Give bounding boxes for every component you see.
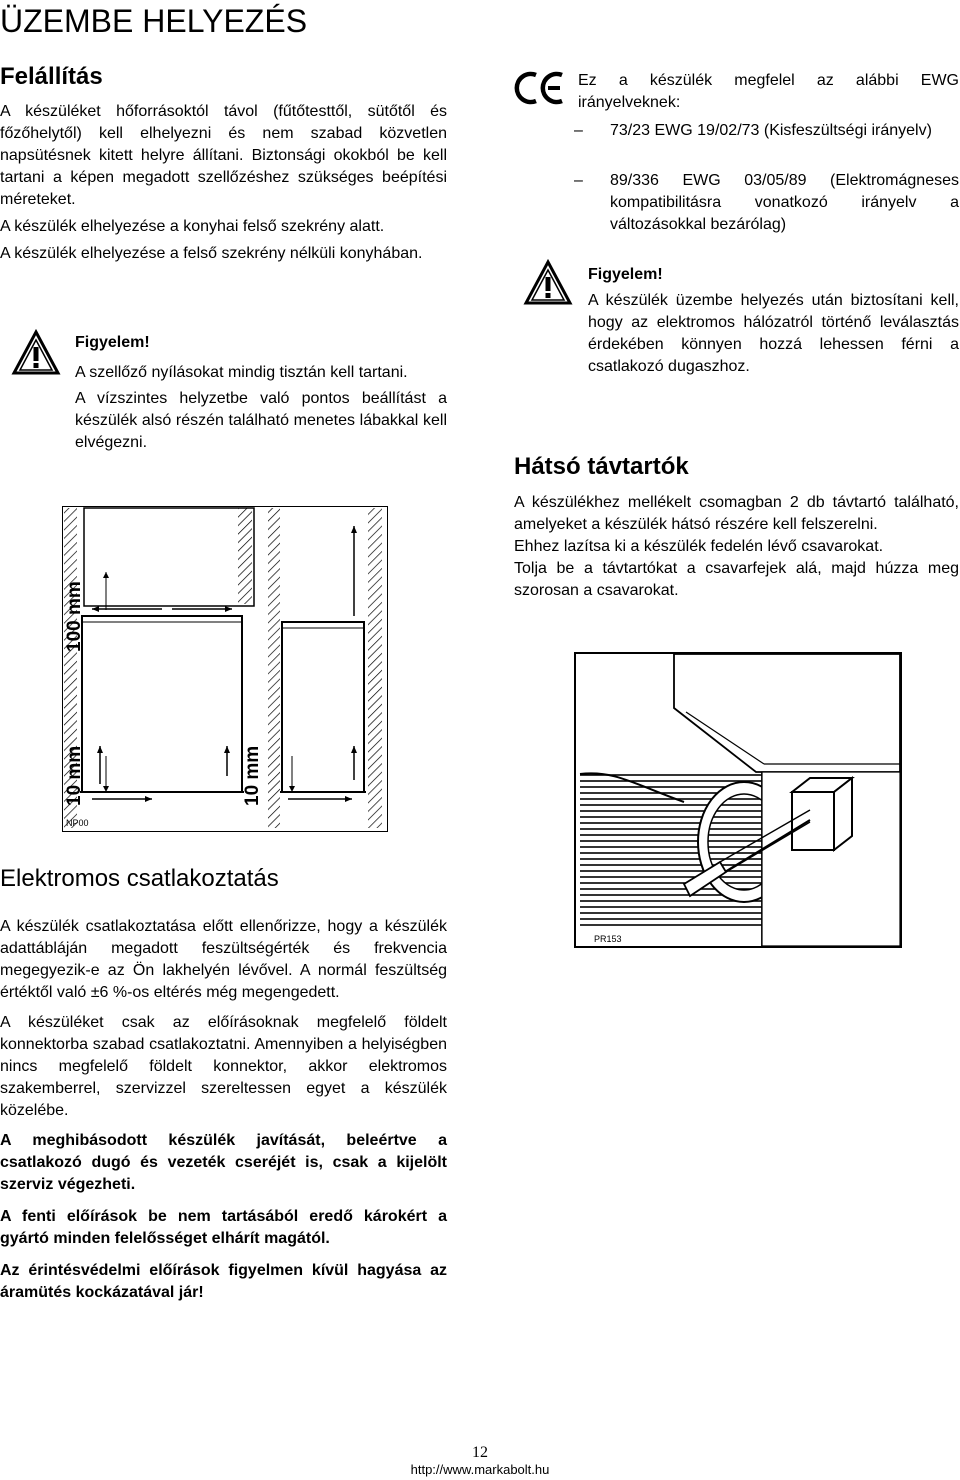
electrical-paragraph-3: A meghibásodott készülék javítását, beleértve a csatlakozó dugó és vezeték cseréjét is, csak a kijelölt szerviz végezheti. [0, 1132, 447, 1193]
ce-directive-item [574, 120, 959, 142]
dimension-label-bottom-right: 10 mm [242, 745, 263, 806]
electrical-heading: Elektromos csatlakoztatás [0, 865, 279, 892]
dash-bullet: – [574, 122, 583, 139]
warning-triangle-icon [522, 258, 574, 308]
electrical-text [0, 916, 447, 1304]
ce-mark-icon [514, 70, 566, 106]
warning-triangle-icon [10, 328, 62, 378]
electrical-paragraph-4: A fenti előírások be nem tartásából eredő károkért a gyártó minden felelősséget elhárít magától. [0, 1208, 447, 1247]
dimension-label-bottom-left: 10 mm [64, 745, 85, 806]
rear-spacer-diagram [574, 652, 902, 948]
left-warning-paragraph-1: A szellőző nyílásokat mindig tisztán kell tartani. [75, 364, 408, 381]
page-number: 12 [472, 1444, 488, 1461]
right-warning-block [588, 264, 959, 378]
setup-paragraph-3: A készülék elhelyezése a felső szekrény nélküli konyhában. [0, 245, 423, 262]
setup-paragraph-2: A készülék elhelyezése a konyhai felső szekrény alatt. [0, 218, 385, 235]
spacers-paragraph-2: Ehhez lazítsa ki a készülék fedelén lévő csavarokat. [514, 538, 884, 555]
dimension-label-top: 100 mm [64, 581, 85, 652]
electrical-paragraph-2: A készüléket csak az előírásoknak megfelelő földelt konnektorba szabad csatlakoztatni. Amennyiben a helyiségben nincs megfelelő földelt konnektor, akkor elektromos szakemberrel, szervizzel szereltessen egyet a készülék közelébe. [0, 1014, 447, 1119]
spacers-heading: Hátsó távtartók [514, 453, 689, 480]
ce-intro: Ez a készülék megfelel az alábbi EWG irányelveknek: [578, 72, 959, 111]
left-warning-block [75, 332, 447, 454]
setup-paragraph-1: A készüléket hőforrásoktól távol (fűtőtesttől, sütőtől és főzőhelytől) kell elhelyezni és nem szabad közvetlen napsütésnek kitett helyre állítani. Biztonsági okokból be kell tartani a képen megadott szellőzéshez szükséges beépítési méreteket. [0, 103, 447, 208]
installation-clearance-diagram [62, 506, 388, 832]
page-title: ÜZEMBE HELYEZÉS [0, 3, 308, 39]
setup-heading: Felállítás [0, 63, 103, 90]
setup-text [0, 101, 447, 265]
electrical-paragraph-5: Az érintésvédelmi előírások figyelmen kívül hagyása az áramütés kockázatával jár! [0, 1262, 447, 1301]
right-warning-paragraph-1: A készülék üzembe helyezés után biztosítani kell, hogy az elektromos hálózatról történő leválasztás érdekében könnyen hozzá lehessen férni a csatlakozó dugaszhoz. [588, 292, 959, 375]
spacers-paragraph-1: A készülékhez mellékelt csomagban 2 db távtartó található, amelyeket a készülék hátsó részére kell felszerelni. [514, 494, 959, 533]
spacers-text [514, 492, 959, 602]
right-warning-heading: Figyelem! [588, 266, 663, 283]
ce-directive-list [574, 120, 959, 240]
ce-directive-text-2: 89/336 EWG 03/05/89 (Elektromágneses kompatibilitásra vonatkozó irányelv a változásokkal bezárólag) [610, 172, 959, 233]
electrical-paragraph-1: A készülék csatlakoztatása előtt ellenőrizze, hogy a készülék adattábláján megadott feszültségérték és frekvencia megegyezik-e az Ön lakhelyén lévővel. A normál feszültség értéktől való ±6 %-os eltérés még megengedett. [0, 918, 447, 1001]
dash-bullet: – [574, 172, 583, 189]
footer-url: http://www.markabolt.hu [410, 1462, 550, 1477]
figure-code-pr153: PR153 [594, 934, 622, 944]
spacers-paragraph-3: Tolja be a távtartókat a csavarfejek alá, majd húzza meg szorosan a csavarokat. [514, 560, 959, 599]
figure-code-np00: NP00 [66, 818, 89, 828]
left-warning-paragraph-2: A vízszintes helyzetbe való pontos beállítást a készülék alsó részén található menetes lábakkal kell elvégezni. [75, 390, 447, 451]
ce-directive-text-1: 73/23 EWG 19/02/73 (Kisfeszültségi irányelv) [610, 122, 932, 139]
ce-directive-item [574, 170, 959, 236]
left-warning-heading: Figyelem! [75, 334, 150, 351]
